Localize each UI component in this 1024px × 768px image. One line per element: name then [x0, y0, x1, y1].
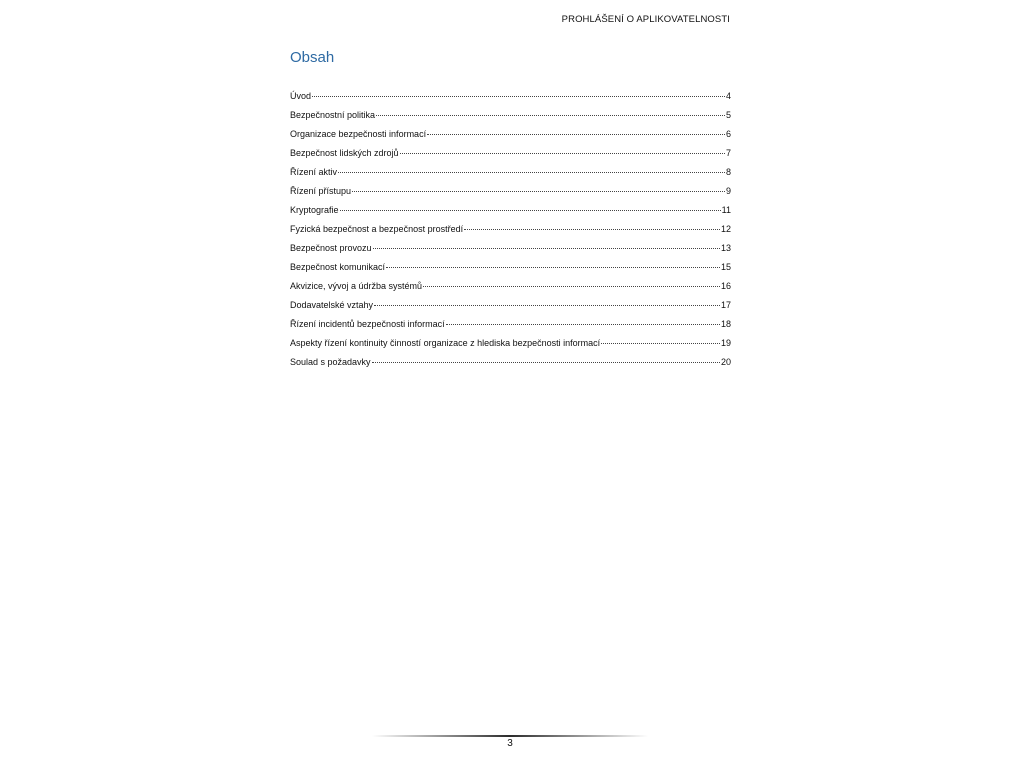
toc-entry-page: 9 [725, 186, 731, 196]
toc-entry-title: Řízení aktiv [290, 167, 338, 177]
toc-entry-page: 7 [725, 148, 731, 158]
toc-entry[interactable] [290, 262, 731, 281]
toc-entry-page: 13 [720, 243, 731, 253]
toc-entry-page: 15 [720, 262, 731, 272]
toc-heading: Obsah [290, 49, 335, 66]
toc-entry-page: 11 [721, 205, 731, 215]
toc-dot-leader [373, 248, 720, 249]
toc-entry-page: 8 [725, 167, 731, 177]
running-header: PROHLÁŠENÍ O APLIKOVATELNOSTI [561, 14, 730, 25]
toc-dot-leader [376, 115, 725, 116]
toc-entry-page: 5 [725, 110, 731, 120]
toc-entry-title: Řízení přístupu [290, 186, 352, 196]
toc-dot-leader [352, 191, 725, 192]
footer-divider [372, 735, 648, 737]
toc-entry[interactable] [290, 167, 731, 186]
toc-entry[interactable] [290, 186, 731, 205]
toc-entry-page: 6 [725, 129, 731, 139]
toc-entry[interactable] [290, 300, 731, 319]
toc-entry-page: 16 [720, 281, 731, 291]
toc-dot-leader [464, 229, 720, 230]
toc-entry[interactable] [290, 205, 731, 224]
toc-dot-leader [340, 210, 721, 211]
toc-entry-page: 12 [720, 224, 731, 234]
toc-entry[interactable] [290, 357, 731, 376]
toc-dot-leader [372, 362, 720, 363]
toc-entry-title: Kryptografie [290, 205, 339, 215]
toc-entry-page: 17 [720, 300, 731, 310]
toc-entry-page: 4 [725, 91, 731, 101]
toc-dot-leader [601, 343, 720, 344]
toc-dot-leader [446, 324, 720, 325]
toc-entry-title: Dodavatelské vztahy [290, 300, 374, 310]
toc-entry-title: Soulad s požadavky [290, 357, 371, 367]
toc-entry-page: 18 [720, 319, 731, 329]
toc-entry[interactable] [290, 148, 731, 167]
toc-entry-title: Bezpečnost lidských zdrojů [290, 148, 399, 158]
toc-entry[interactable] [290, 243, 731, 262]
toc-dot-leader [338, 172, 725, 173]
toc-entry[interactable] [290, 338, 731, 357]
toc-entry[interactable] [290, 281, 731, 300]
table-of-contents [290, 91, 731, 376]
toc-entry-page: 20 [720, 357, 731, 367]
toc-entry-title: Bezpečnost komunikací [290, 262, 386, 272]
toc-entry[interactable] [290, 110, 731, 129]
toc-entry[interactable] [290, 91, 731, 110]
toc-dot-leader [427, 134, 725, 135]
toc-dot-leader [312, 96, 725, 97]
toc-entry-title: Úvod [290, 91, 312, 101]
toc-entry-title: Bezpečnostní politika [290, 110, 376, 120]
toc-entry[interactable] [290, 319, 731, 338]
page-number: 3 [507, 738, 513, 749]
toc-entry-page: 19 [720, 338, 731, 348]
toc-entry-title: Fyzická bezpečnost a bezpečnost prostředí [290, 224, 464, 234]
toc-entry-title: Akvizice, vývoj a údržba systémů [290, 281, 423, 291]
toc-entry-title: Bezpečnost provozu [290, 243, 372, 253]
toc-entry-title: Organizace bezpečnosti informací [290, 129, 427, 139]
toc-dot-leader [386, 267, 720, 268]
toc-dot-leader [400, 153, 725, 154]
toc-entry[interactable] [290, 129, 731, 148]
toc-dot-leader [374, 305, 720, 306]
toc-dot-leader [423, 286, 720, 287]
toc-entry-title: Aspekty řízení kontinuity činností organizace z hlediska bezpečnosti informací [290, 338, 601, 348]
toc-entry[interactable] [290, 224, 731, 243]
toc-entry-title: Řízení incidentů bezpečnosti informací [290, 319, 445, 329]
